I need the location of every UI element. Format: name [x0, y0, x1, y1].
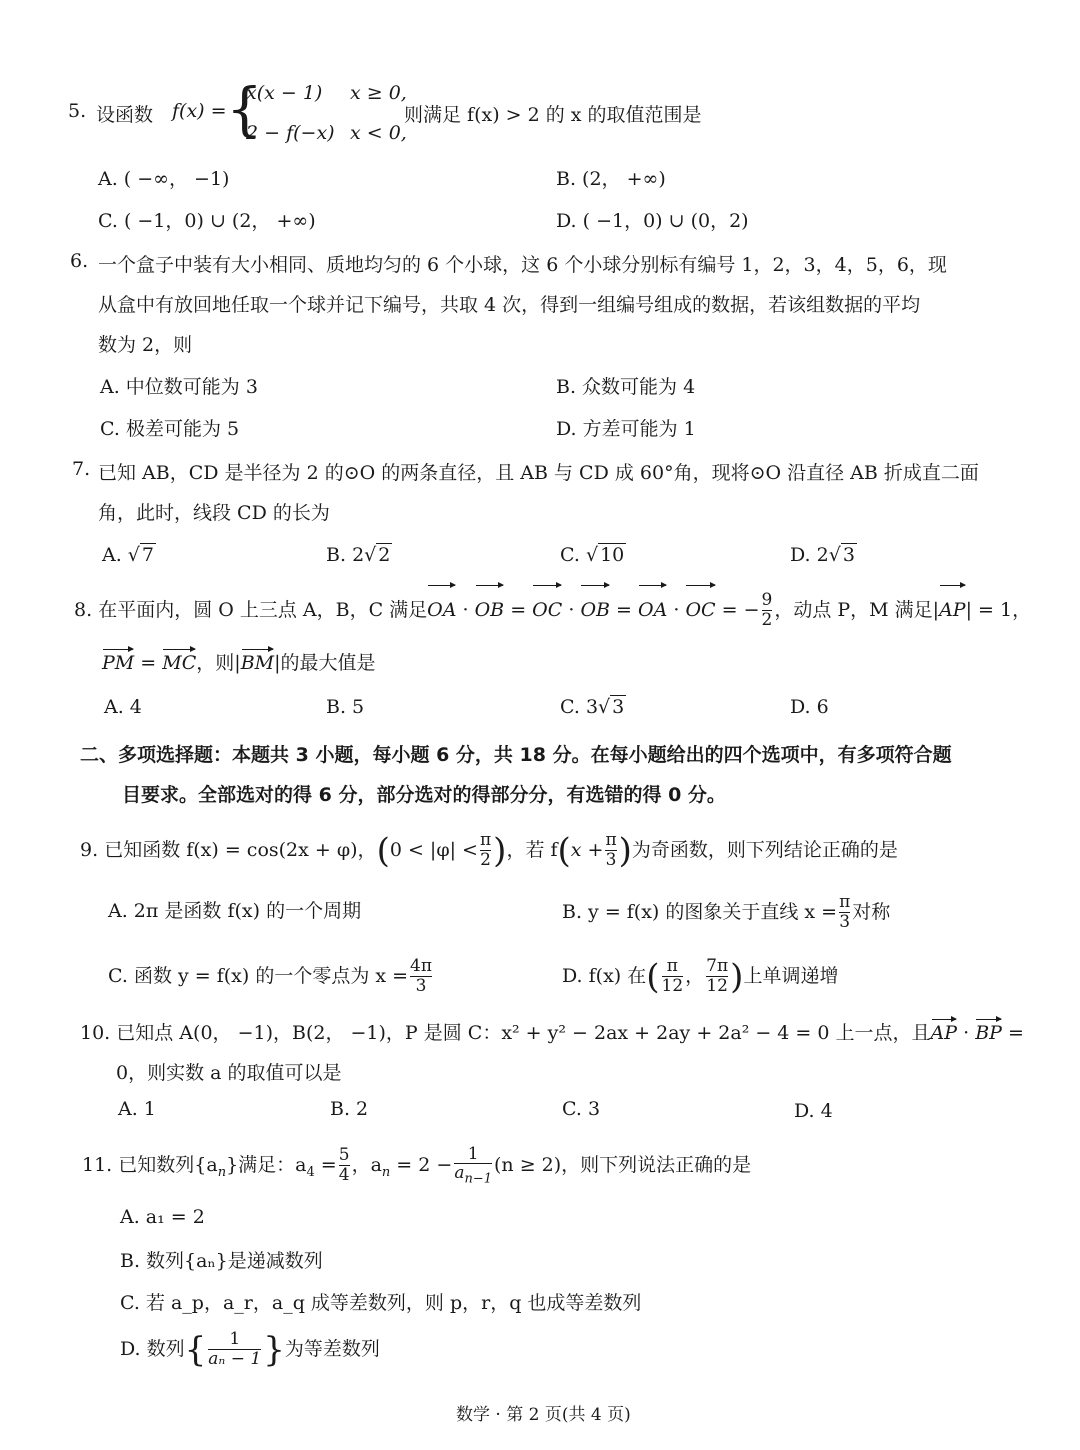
q7-line-1: 已知 AB，CD 是半径为 2 的⊙O 的两条直径，且 AB 与 CD 成 60°角，现将⊙O 沿直径 AB 折成直二面	[98, 462, 979, 484]
q9-option-b[interactable]: B. y = f(x) 的图象关于直线 x = $\frac{\pi}{3}$ 对称	[562, 892, 891, 932]
q11-stem: 11. 已知数列$\{a_n\}$满足：$a_4$ = $\frac{5}{4}$ ，$a_n = 2$ − $\frac{1}{a_{n-1}}$ (n ≥ 2)，则下列说法正确的是	[82, 1143, 752, 1187]
q7-number: 7.	[72, 458, 91, 480]
q6-option-a[interactable]: A. 中位数可能为 3	[100, 376, 258, 398]
q7-option-c[interactable]: C. √ 10	[560, 544, 625, 566]
q10-option-c[interactable]: C. 3	[562, 1098, 601, 1120]
q6-line-3: 数为 2，则	[98, 334, 193, 356]
q8-line-2: PM = MC，则|BM|的最大值是	[102, 652, 376, 674]
q5-option-a[interactable]: A. ( −∞， −1)	[98, 168, 230, 190]
q11-option-b[interactable]: B. 数列{aₙ}是递减数列	[120, 1250, 323, 1272]
q9-option-d[interactable]: D. f(x) 在( $\frac{\pi}{12}$ ， $\frac{7\pi}{12}$ )上单调递增	[562, 956, 839, 997]
q11-option-a[interactable]: A. a₁ = 2	[120, 1206, 205, 1228]
q11-option-d[interactable]: D. 数列{ $\frac{1}{\text{aₙ − 1}}$ }为等差数列	[120, 1329, 380, 1370]
q10-line-1: 10. 已知点 A(0， −1)，B(2， −1)，P 是圆 C：x² + y² − 2ax + 2ay + 2a² − 4 = 0 上一点，且AP · BP =	[80, 1022, 1024, 1044]
q8-line-1: 8. 在平面内，圆 O 上三点 A，B，C 满足OA · OB = OC · OB = OA · OC = − $\frac{9}{2}$ ，动点 P，M 满足|AP| = 1，	[74, 588, 1031, 632]
q5-option-b[interactable]: B. (2， +∞)	[556, 168, 666, 190]
q9-option-c[interactable]: C. 函数 y = f(x) 的一个零点为 x = $\frac{4\pi}{3}$	[108, 956, 433, 996]
q8-option-c[interactable]: C. 3√ 3	[560, 696, 625, 718]
q6-option-d[interactable]: D. 方差可能为 1	[556, 418, 696, 440]
q10-line-2: 0，则实数 a 的取值可以是	[116, 1062, 342, 1084]
q8-option-b[interactable]: B. 5	[326, 696, 365, 718]
q10-option-a[interactable]: A. 1	[118, 1098, 156, 1120]
q5-number: 5.	[68, 100, 87, 122]
q6-number: 6.	[70, 250, 89, 272]
q10-number: 10.	[80, 1022, 111, 1044]
q10-option-b[interactable]: B. 2	[330, 1098, 369, 1120]
q8-number: 8.	[74, 599, 93, 621]
q9-stem: 9. 已知函数 f(x) = cos(2x + φ)，(0 < |φ| < $\frac{\pi}{2}$ )，若 f(x + $\frac{\pi}{3}$ )为奇函数，则下列结论正确的是	[80, 830, 898, 871]
q7-option-b[interactable]: B. 2√ 2	[326, 544, 391, 566]
q9-number: 9.	[80, 839, 99, 861]
vector-oa: OA	[427, 588, 456, 632]
q8-option-a[interactable]: A. 4	[104, 696, 142, 718]
q11-number: 11.	[82, 1154, 113, 1176]
q7-option-a[interactable]: A. √ 7	[102, 544, 155, 566]
q6-option-c[interactable]: C. 极差可能为 5	[100, 418, 240, 440]
q6-line-1: 一个盒子中装有大小相同、质地均匀的 6 个小球，这 6 个小球分别标有编号 1，2，3，4，5，6，现	[98, 254, 947, 276]
page-footer: 数学 · 第 2 页(共 4 页)	[456, 1405, 631, 1425]
q7-line-2: 角，此时，线段 CD 的长为	[98, 502, 330, 524]
q10-option-d[interactable]: D. 4	[794, 1100, 833, 1122]
section-2-rules: 目要求。全部选对的得 6 分，部分选对的得部分分，有选错的得 0 分。	[122, 784, 726, 806]
q9-option-a[interactable]: A. 2π 是函数 f(x) 的一个周期	[108, 900, 362, 922]
q6-option-b[interactable]: B. 众数可能为 4	[556, 376, 696, 398]
q8-option-d[interactable]: D. 6	[790, 696, 829, 718]
left-brace: {	[226, 75, 263, 143]
q5-option-c[interactable]: C. ( −1，0) ∪ (2， +∞)	[98, 210, 316, 232]
q11-option-c[interactable]: C. 若 a_p，a_r，a_q 成等差数列，则 p，r，q 也成等差数列	[120, 1292, 642, 1314]
q7-option-d[interactable]: D. 2√ 3	[790, 544, 855, 566]
section-2-title: 二、多项选择题：本题共 3 小题，每小题 6 分，共 18 分。在每小题给出的四个选项中，有多项符合题	[80, 744, 952, 766]
q5-option-d[interactable]: D. ( −1，0) ∪ (0，2)	[556, 210, 749, 232]
q6-line-2: 从盒中有放回地任取一个球并记下编号，共取 4 次，得到一组编号组成的数据，若该组数据的平均	[98, 294, 921, 316]
